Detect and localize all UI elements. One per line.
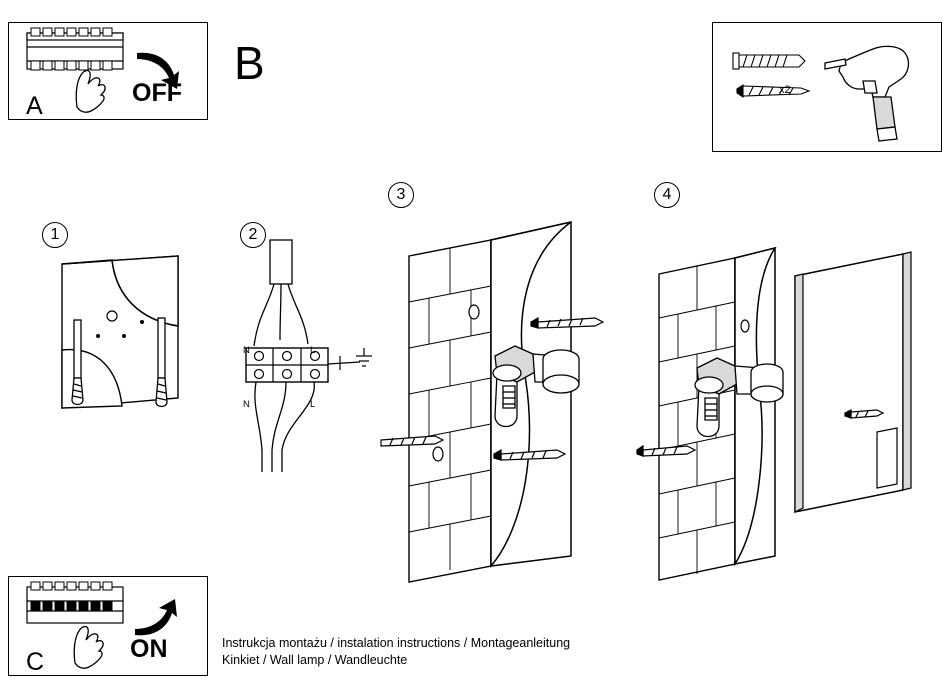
- panel-letter-a: A: [26, 92, 43, 120]
- hand-pointing-icon: [74, 627, 103, 669]
- earth-ground-icon: [328, 348, 372, 370]
- step-mount-lamp-graphic: [375, 196, 645, 596]
- terminal-label-l-top: L: [310, 345, 316, 356]
- terminal-label-n-bottom: N: [243, 399, 250, 410]
- panel-letter-c: C: [26, 648, 45, 676]
- step-attach-cover-graphic: [625, 196, 925, 596]
- tools-graphic: [713, 23, 939, 149]
- caption-line-1: Instrukcja montażu / instalation instructions / Montageanleitung: [222, 636, 571, 650]
- step-number-1: 1: [42, 222, 68, 248]
- tools-quantity-label: x2: [779, 84, 791, 96]
- terminal-label-n-top: N: [243, 345, 250, 356]
- wall-plug-icon: [733, 53, 805, 69]
- terminal-label-l-bottom: L: [310, 399, 316, 410]
- curved-arrow-up-icon: [135, 599, 177, 635]
- tools-panel: [712, 22, 942, 152]
- breaker-off-label: OFF: [132, 79, 182, 107]
- drill-icon: [825, 46, 908, 141]
- section-letter-b: B: [234, 37, 265, 89]
- step-number-3: 3: [388, 182, 414, 208]
- hand-pointing-icon: [76, 71, 105, 113]
- step-number-4: 4: [654, 182, 680, 208]
- step-mounting-plate-graphic: [50, 250, 230, 490]
- caption-line-2: Kinkiet / Wall lamp / Wandleuchte: [222, 653, 408, 667]
- screw-icon: [737, 85, 809, 97]
- step-number-2: 2: [240, 222, 266, 248]
- breaker-on-label: ON: [130, 635, 168, 663]
